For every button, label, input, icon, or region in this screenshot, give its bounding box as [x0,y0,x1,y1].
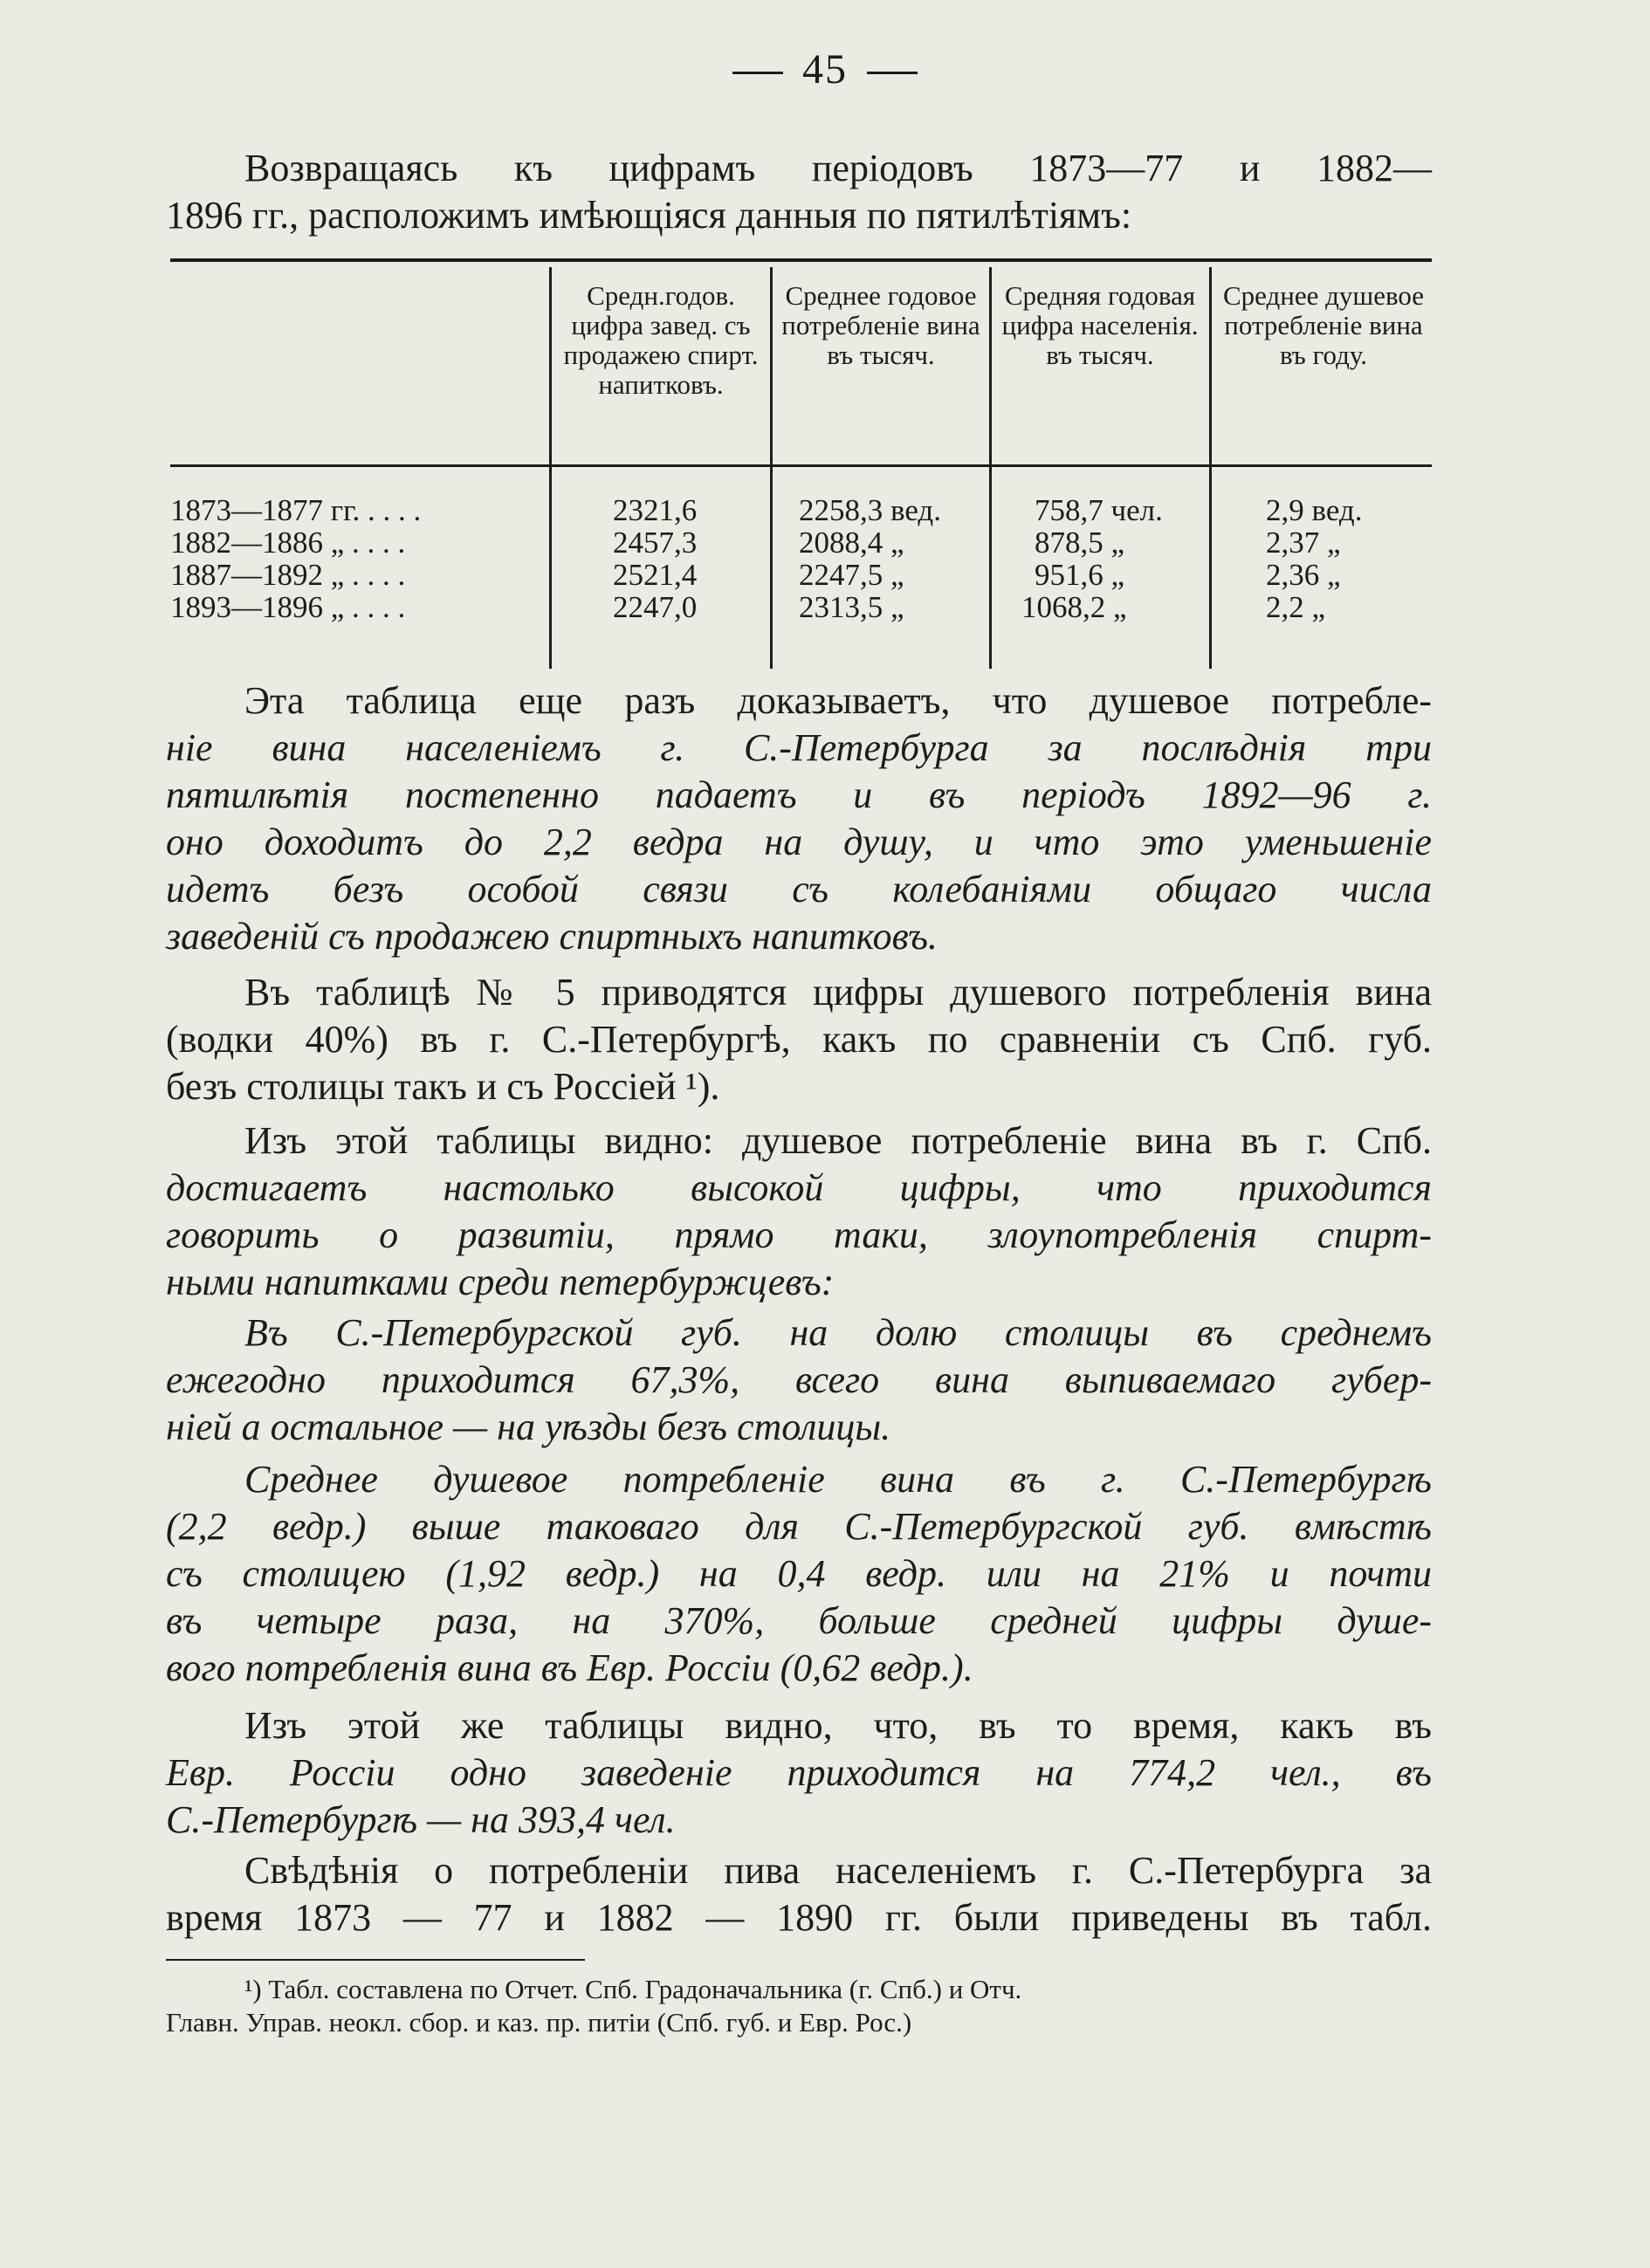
text-line: говорить о развитіи, прямо таки, злоупотребленія спирт- [166,1213,1432,1256]
header-per-capita: Среднее душевое потребленіе вина въ году. [1222,280,1425,370]
cell-consumption: 2258,3 вед. [799,493,941,527]
cell-establishments: 2457,3 [613,526,698,560]
text-line: Среднее душевое потребленіе вина въ г. С.-Петербургѣ [244,1458,1432,1501]
column-divider [1209,267,1212,669]
text-line: Эта таблица еще разъ доказываетъ, что душевое потребле- [244,679,1432,722]
text-line: Въ С.-Петербургской губ. на долю столицы въ среднемъ [244,1311,1432,1354]
table-header-rule [170,464,1432,467]
text-line: Изъ этой же таблицы видно, что, въ то время, какъ въ [244,1704,1432,1747]
header-consumption: Среднее годовое потребленіе вина въ тысяч. [781,280,980,370]
intro-paragraph [166,145,1432,239]
cell-per-capita: 2,36 „ [1266,558,1341,592]
text-line: Свѣдѣнія о потребленіи пива населеніемъ г. С.-Петербурга за [244,1849,1432,1892]
text-line: С.-Петербургѣ — на 393,4 чел. [166,1798,676,1841]
text-line: въ четыре раза, на 370%, больше средней цифры душе- [166,1599,1432,1642]
text-line: безъ столицы такъ и съ Россіей ¹). [166,1065,720,1108]
text-line: Возвращаясь къ цифрамъ періодовъ 1873—77 и 1882— [244,147,1432,189]
row-period: 1887—1892 „ . . . . [170,558,406,592]
text-line: ными напитками среди петербуржцевъ: [166,1261,835,1303]
table-top-rule [170,258,1432,262]
cell-population: 951,6 „ [1035,558,1125,592]
cell-population: 758,7 чел. [1035,493,1163,527]
text-line: 1896 гг., расположимъ имѣющіяся данныя по пятилѣтіямъ: [166,194,1132,237]
text-line: (2,2 ведр.) выше таковаго для С.-Петербургской губ. вмѣстѣ [166,1505,1432,1548]
text-line: Въ таблицѣ № 5 приводятся цифры душевого потребленія вина [244,971,1432,1014]
cell-consumption: 2313,5 „ [799,590,904,624]
header-establishments: Средн.годов. цифра завед. съ продажею спирт. напитковъ. [563,280,759,400]
footnote [166,1973,1432,2039]
cell-consumption: 2247,5 „ [799,558,904,592]
cell-population: 878,5 „ [1035,526,1125,560]
cell-establishments: 2321,6 [613,493,698,527]
paragraph-table-5 [166,969,1432,1110]
text-line: идетъ безъ особой связи съ колебаніями общаго числа [166,868,1432,911]
text-line: заведеній съ продажею спиртныхъ напитковъ. [166,915,938,958]
page-number-dash-left [732,72,783,74]
paragraph-observation [166,1117,1432,1306]
column-divider [989,267,992,669]
cell-per-capita: 2,2 „ [1266,590,1326,624]
text-line: ежегодно приходится 67,3%, всего вина выпиваемаго губер- [166,1358,1432,1401]
footnote-line: ¹) Табл. составлена по Отчет. Спб. Градоначальника (г. Спб.) и Отч. [244,1974,1022,2004]
text-line: вого потребленія вина въ Евр. Россіи (0,62 ведр.). [166,1646,973,1689]
cell-population: 1068,2 „ [1021,590,1127,624]
cell-establishments: 2521,4 [613,558,698,592]
footnote-line: Главн. Управ. неокл. сбор. и каз. пр. питіи (Спб. губ. и Евр. Рос.) [166,2007,912,2038]
column-divider [549,267,552,669]
paragraph-table-conclusion [166,677,1432,960]
text-line: пятилѣтія постепенно падаетъ и въ періодъ 1892—96 г. [166,773,1432,816]
cell-consumption: 2088,4 „ [799,526,904,560]
text-line: (водки 40%) въ г. С.-Петербургѣ, какъ по сравненіи съ Спб. губ. [166,1018,1432,1061]
cell-per-capita: 2,37 „ [1266,526,1341,560]
header-population: Средняя годовая цифра населенія. въ тысяч. [1001,280,1199,370]
row-period: 1882—1886 „ . . . . [170,526,406,560]
footnote-rule [166,1959,585,1961]
text-line: достигаетъ настолько высокой цифры, что приходится [166,1166,1432,1209]
page-number: 45 [0,45,1650,93]
cell-per-capita: 2,9 вед. [1266,493,1363,527]
text-line: время 1873 — 77 и 1882 — 1890 гг. были приведены въ табл. [166,1896,1432,1939]
page-number-dash-right [867,72,918,74]
paragraph-capital-share [166,1309,1432,1451]
text-line: оно доходитъ до 2,2 ведра на душу, и что это уменьшеніе [166,821,1432,863]
paragraph-beer [166,1847,1432,1942]
column-divider [770,267,773,669]
text-line: ніе вина населеніемъ г. С.-Петербурга за послѣднія три [166,726,1432,769]
text-line: Изъ этой таблицы видно: душевое потребленіе вина въ г. Спб. [244,1119,1432,1162]
row-period: 1893—1896 „ . . . . [170,590,406,624]
paragraph-establishments [166,1702,1432,1844]
text-line: Евр. Россіи одно заведеніе приходится на 774,2 чел., въ [166,1751,1432,1794]
paragraph-per-capita-comparison [166,1456,1432,1692]
row-period: 1873—1877 гг. . . . . [170,493,422,527]
text-line: ніей а остальное — на уѣзды безъ столицы. [166,1405,891,1448]
text-line: съ столицею (1,92 ведр.) на 0,4 ведр. или на 21% и почти [166,1552,1432,1595]
cell-establishments: 2247,0 [613,590,698,624]
